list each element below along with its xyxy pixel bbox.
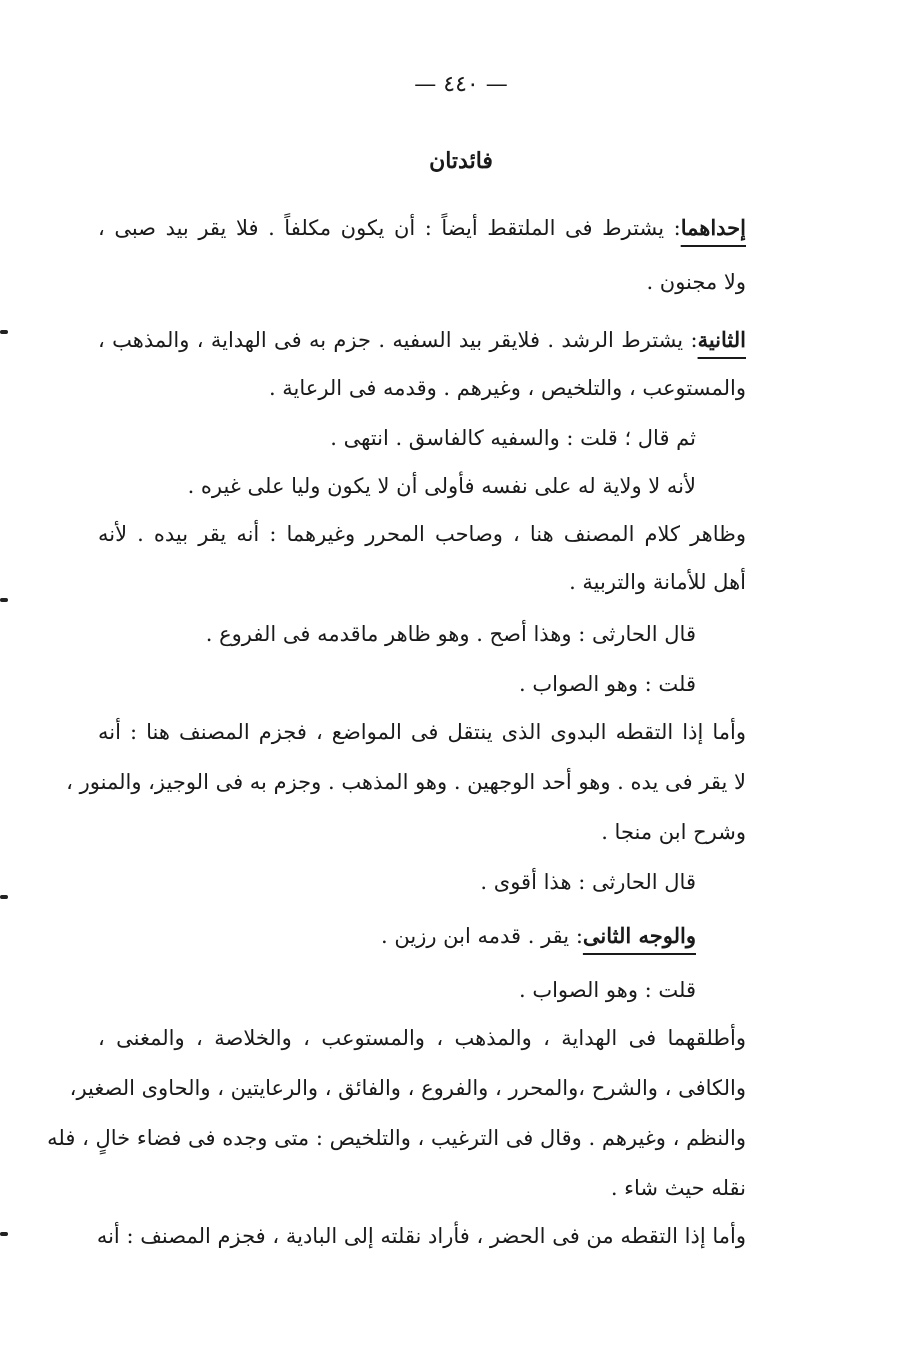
text-line bbox=[98, 520, 746, 548]
margin-mark bbox=[0, 598, 8, 602]
text-line bbox=[98, 976, 696, 1004]
text-line bbox=[98, 922, 696, 950]
text-line bbox=[98, 472, 696, 500]
text-line bbox=[98, 326, 746, 354]
text-line bbox=[47, 1124, 746, 1152]
margin-mark bbox=[0, 1232, 8, 1236]
line-lead: الثانية bbox=[697, 327, 746, 352]
line-text: قال الحارثى : هذا أقوى . bbox=[480, 870, 696, 894]
margin-mark bbox=[0, 330, 8, 334]
text-line bbox=[98, 718, 746, 746]
text-line bbox=[98, 1174, 746, 1202]
line-text: وشرح ابن منجا . bbox=[601, 820, 746, 844]
text-line bbox=[66, 768, 746, 796]
line-text: والنظم ، وغيرهم . وقال فى الترغيب ، والتلخيص : متى وجده فى فضاء خالٍ ، فله bbox=[47, 1126, 746, 1150]
line-text: قلت : وهو الصواب . bbox=[518, 672, 696, 696]
text-line bbox=[98, 868, 696, 896]
line-text: : يشترط فى الملتقط أيضاً : أن يكون مكلفاً . فلا يقر بيد صبى ، bbox=[98, 216, 681, 240]
line-text: : يقر . قدمه ابن رزين . bbox=[381, 924, 583, 948]
page-number: — ٤٤٠ — bbox=[414, 72, 508, 97]
line-text: ولا مجنون . bbox=[646, 270, 746, 294]
line-text: والمستوعب ، والتلخيص ، وغيرهم . وقدمه فى الرعاية . bbox=[268, 376, 746, 400]
text-line bbox=[98, 818, 746, 846]
line-text: أهل للأمانة والتربية . bbox=[569, 570, 746, 594]
line-lead: والوجه الثانى bbox=[582, 923, 696, 948]
text-line bbox=[98, 1024, 746, 1052]
line-text: نقله حيث شاء . bbox=[610, 1176, 746, 1200]
line-text: وظاهر كلام المصنف هنا ، وصاحب المحرر وغيرهما : أنه يقر بيده . لأنه bbox=[98, 522, 746, 546]
text-line bbox=[98, 214, 746, 242]
line-text: قلت : وهو الصواب . bbox=[518, 978, 696, 1002]
line-text: قال الحارثى : وهذا أصح . وهو ظاهر ماقدمه فى الفروع . bbox=[205, 622, 696, 646]
line-lead: إحداهما bbox=[680, 215, 746, 240]
text-line bbox=[98, 1222, 746, 1250]
line-text: وأما إذا التقطه البدوى الذى ينتقل فى المواضع ، فجزم المصنف هنا : أنه bbox=[98, 720, 746, 744]
line-text: لا يقر فى يده . وهو أحد الوجهين . وهو المذهب . وجزم به فى الوجيز، والمنور ، bbox=[66, 770, 746, 794]
line-text: والكافى ، والشرح ،والمحرر ، والفروع ، والفائق ، والرعايتين ، والحاوى الصغير، bbox=[69, 1076, 746, 1100]
line-text: وأطلقهما فى الهداية ، والمذهب ، والمستوعب ، والخلاصة ، والمغنى ، bbox=[98, 1026, 746, 1050]
text-line bbox=[69, 1074, 746, 1102]
text-line bbox=[98, 670, 696, 698]
section-heading: فائدتان bbox=[429, 148, 493, 174]
text-line bbox=[98, 268, 746, 296]
line-text: ثم قال ؛ قلت : والسفيه كالفاسق . انتهى . bbox=[330, 426, 696, 450]
line-text: وأما إذا التقطه من فى الحضر ، فأراد نقلته إلى البادية ، فجزم المصنف : أنه bbox=[96, 1224, 746, 1248]
text-line bbox=[98, 620, 696, 648]
line-text: : يشترط الرشد . فلايقر بيد السفيه . جزم به فى الهداية ، والمذهب ، bbox=[98, 328, 698, 352]
line-text: لأنه لا ولاية له على نفسه فأولى أن لا يكون وليا على غيره . bbox=[187, 474, 696, 498]
text-line bbox=[98, 374, 746, 402]
margin-mark bbox=[0, 895, 8, 899]
text-line bbox=[98, 568, 746, 596]
text-line bbox=[98, 424, 696, 452]
